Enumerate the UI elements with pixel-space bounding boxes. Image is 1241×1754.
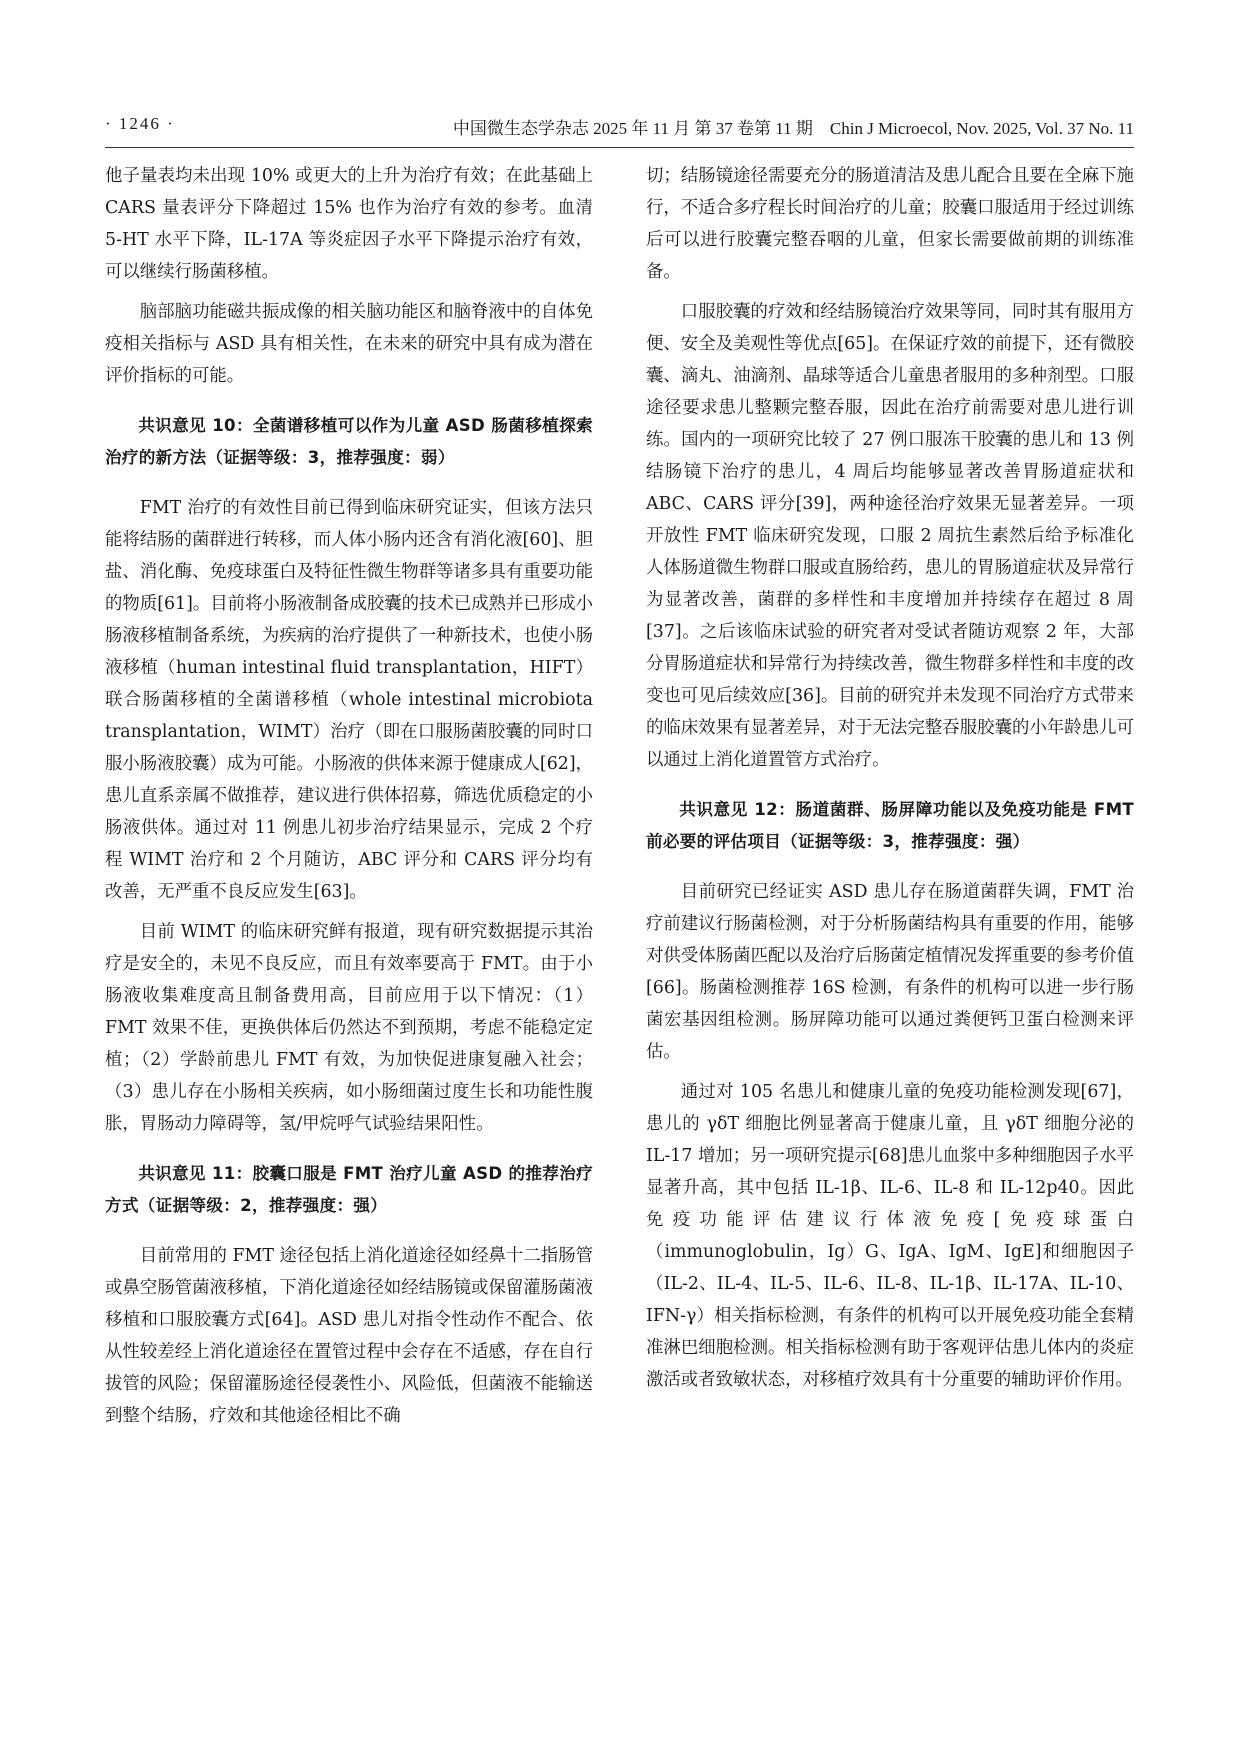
consensus-heading-11: 共识意见 11：胶囊口服是 FMT 治疗儿童 ASD 的推荐治疗方式（证据等级：2，推荐强度：强） (105, 1164, 593, 1215)
paragraph: 口服胶囊的疗效和经结肠镜治疗效果等同，同时其有服用方便、安全及美观性等优点[65]。在保证疗效的前提下，还有微胶囊、滴丸、油滴剂、晶球等适合儿童患者服用的多种剂型。口服途径要求患儿整颗完整吞服，因此在治疗前需要对患儿进行训练。国内的一项研究比较了 27 例口服冻干胶囊的患儿和 13 例结肠镜下治疗的患儿，4 周后均能够显著改善胃肠道症状和 ABC、CARS 评分[39]，两种途径治疗效果无显著差异。一项开放性 FMT 临床研究发现，口服 2 周抗生素然后给予标准化人体肠道微生物群口服或直肠给药，患儿的胃肠道症状及异常行为显著改善，菌群的多样性和丰度增加并持续存在超过 8 周[37]。之后该临床试验的研究者对受试者随访观察 2 年，大部分胃肠道症状和异常行为持续改善，微生物群多样性和丰度的改变也可见后续效应[36]。目前的研究并未发现不同治疗方式带来的临床效果有显著差异，对于无法完整吞服胶囊的小年龄患儿可以通过上消化道置管方式治疗。 (646, 302, 1134, 770)
paragraph: 通过对 105 名患儿和健康儿童的免疫功能检测发现[67]，患儿的 γδT 细胞比例显著高于健康儿童，且 γδT 细胞分泌的 IL-17 增加；另一项研究提示[68]患儿血浆中多种细胞因子水平显著升高，其中包括 IL-1β、IL-6、IL-8 和 IL-12p40。因此免疫功能评估建议行体液免疫[免疫球蛋白（immunoglobulin，Ig）G、IgA、IgM、IgE]和细胞因子（IL-2、IL-4、IL-5、IL-6、IL-8、IL-1β、IL-17A、IL-10、IFN-γ）相关指标检测，有条件的机构可以开展免疫功能全套精准淋巴细胞检测。相关指标检测有助于客观评估患儿体内的炎症激活或者致敏状态，对移植疗效具有十分重要的辅助评价作用。 (646, 1082, 1134, 1390)
page-number: · 1246 · (105, 114, 175, 133)
left-column (105, 160, 593, 1440)
paragraph: 脑部脑功能磁共振成像的相关脑功能区和脑脊液中的自体免疫相关指标与 ASD 具有相关性，在未来的研究中具有成为潜在评价指标的可能。 (105, 302, 593, 386)
consensus-heading-10: 共识意见 10：全菌谱移植可以作为儿童 ASD 肠菌移植探索治疗的新方法（证据等级：3，推荐强度：弱） (105, 416, 593, 467)
paragraph: 目前研究已经证实 ASD 患儿存在肠道菌群失调，FMT 治疗前建议行肠菌检测，对于分析肠菌结构具有重要的作用，能够对供受体肠菌匹配以及治疗后肠菌定植情况发挥重要的参考价值[66]。肠菌检测推荐 16S 检测，有条件的机构可以进一步行肠菌宏基因组检测。肠屏障功能可以通过粪便钙卫蛋白检测来评估。 (646, 882, 1134, 1062)
paragraph: FMT 治疗的有效性目前已得到临床研究证实，但该方法只能将结肠的菌群进行转移，而人体小肠内还含有消化液[60]、胆盐、消化酶、免疫球蛋白及特征性微生物群等诸多具有重要功能的物质[61]。目前将小肠液制备成胶囊的技术已成熟并已形成小肠液移植制备系统，为疾病的治疗提供了一种新技术，也使小肠液移植（human intestinal fluid transplantation，HIFT）联合肠菌移植的全菌谱移植（whole intestinal microbiota transplantation，WIMT）治疗（即在口服肠菌胶囊的同时口服小肠液胶囊）成为可能。小肠液的供体来源于健康成人[62]，患儿直系亲属不做推荐，建议进行供体招募，筛选优质稳定的小肠液供体。通过对 11 例患儿初步治疗结果显示，完成 2 个疗程 WIMT 治疗和 2 个月随访，ABC 评分和 CARS 评分均有改善，无严重不良反应发生[63]。 (105, 498, 593, 902)
header-rule (105, 147, 1134, 148)
consensus-heading-12: 共识意见 12：肠道菌群、肠屏障功能以及免疫功能是 FMT 前必要的评估项目（证据等级：3，推荐强度：强） (646, 800, 1134, 851)
paragraph: 他子量表均未出现 10% 或更大的上升为治疗有效；在此基础上 CARS 量表评分下降超过 15% 也作为治疗有效的参考。血清 5-HT 水平下降，IL-17A 等炎症因子水平下降提示治疗有效，可以继续行肠菌移植。 (105, 166, 593, 282)
running-header (105, 114, 1134, 144)
paragraph: 切；结肠镜途径需要充分的肠道清洁及患儿配合且要在全麻下施行，不适合多疗程长时间治疗的儿童；胶囊口服适用于经过训练后可以进行胶囊完整吞咽的儿童，但家长需要做前期的训练准备。 (646, 166, 1134, 282)
paragraph: 目前 WIMT 的临床研究鲜有报道，现有研究数据提示其治疗是安全的，未见不良反应，而且有效率要高于 FMT。由于小肠液收集难度高且制备费用高，目前应用于以下情况：（1）FMT 效果不佳，更换供体后仍然达不到预期，考虑不能稳定定植；（2）学龄前患儿 FMT 有效，为加快促进康复融入社会；（3）患儿存在小肠相关疾病，如小肠细菌过度生长和功能性腹胀，胃肠动力障碍等，氢/甲烷呼气试验结果阳性。 (105, 922, 593, 1134)
right-column (646, 160, 1134, 1404)
journal-citation: 中国微生态学杂志 2025 年 11 月 第 37 卷第 11 期 Chin J Microecol, Nov. 2025, Vol. 37 No. 11 (452, 119, 1134, 138)
paragraph: 目前常用的 FMT 途径包括上消化道途径如经鼻十二指肠管或鼻空肠管菌液移植，下消化道途径如经结肠镜或保留灌肠菌液移植和口服胶囊方式[64]。ASD 患儿对指令性动作不配合、依从性较差经上消化道途径在置管过程中会存在不适感，存在自行拔管的风险；保留灌肠途径侵袭性小、风险低，但菌液不能输送到整个结肠，疗效和其他途径相比不确 (105, 1246, 593, 1426)
